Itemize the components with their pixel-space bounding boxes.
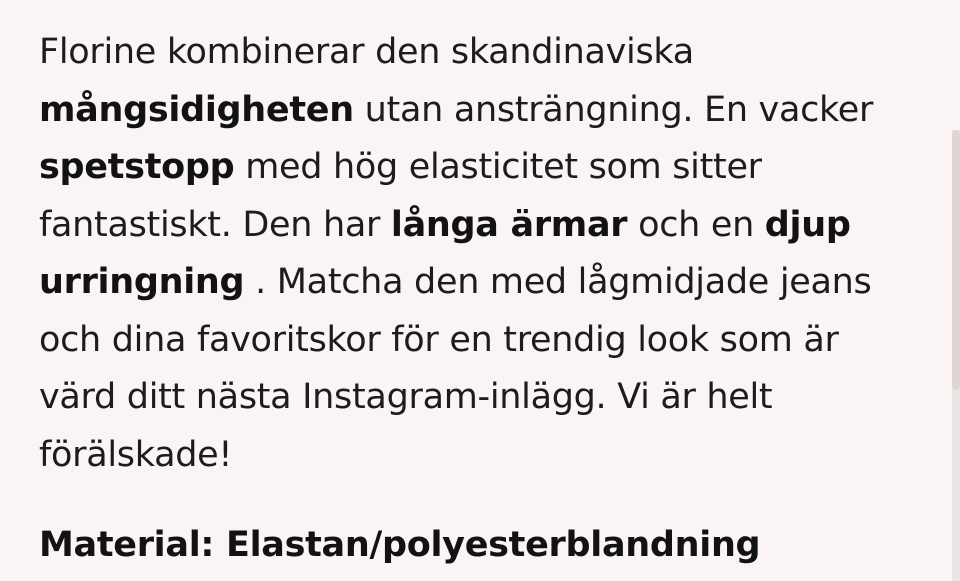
- scrollbar-thumb[interactable]: [952, 130, 960, 390]
- highlight-long-sleeves: långa ärmar: [390, 204, 628, 245]
- description-text-3: med hög elasticitet som sitter fantastiskt. Den har: [39, 147, 762, 245]
- material-info: Material: Elastan/polyesterblandning: [39, 525, 761, 565]
- description-text-2: utan ansträngning. En vacker: [353, 89, 874, 130]
- product-description: [39, 24, 919, 484]
- description-text-5: . Matcha den med lågmidjade jeans och dina favoritskor för en trendig look som är värd ditt nästa Instagram-inlägg. Vi är helt förälskade!: [39, 262, 872, 475]
- description-text-4: och en: [627, 204, 765, 245]
- highlight-versatility: mångsidigheten: [39, 89, 354, 130]
- highlight-deep-neckline: djup urringning: [39, 204, 851, 302]
- highlight-lace-top: spetstopp: [39, 147, 235, 187]
- description-text-1: Florine kombinerar den skandinaviska: [39, 32, 694, 72]
